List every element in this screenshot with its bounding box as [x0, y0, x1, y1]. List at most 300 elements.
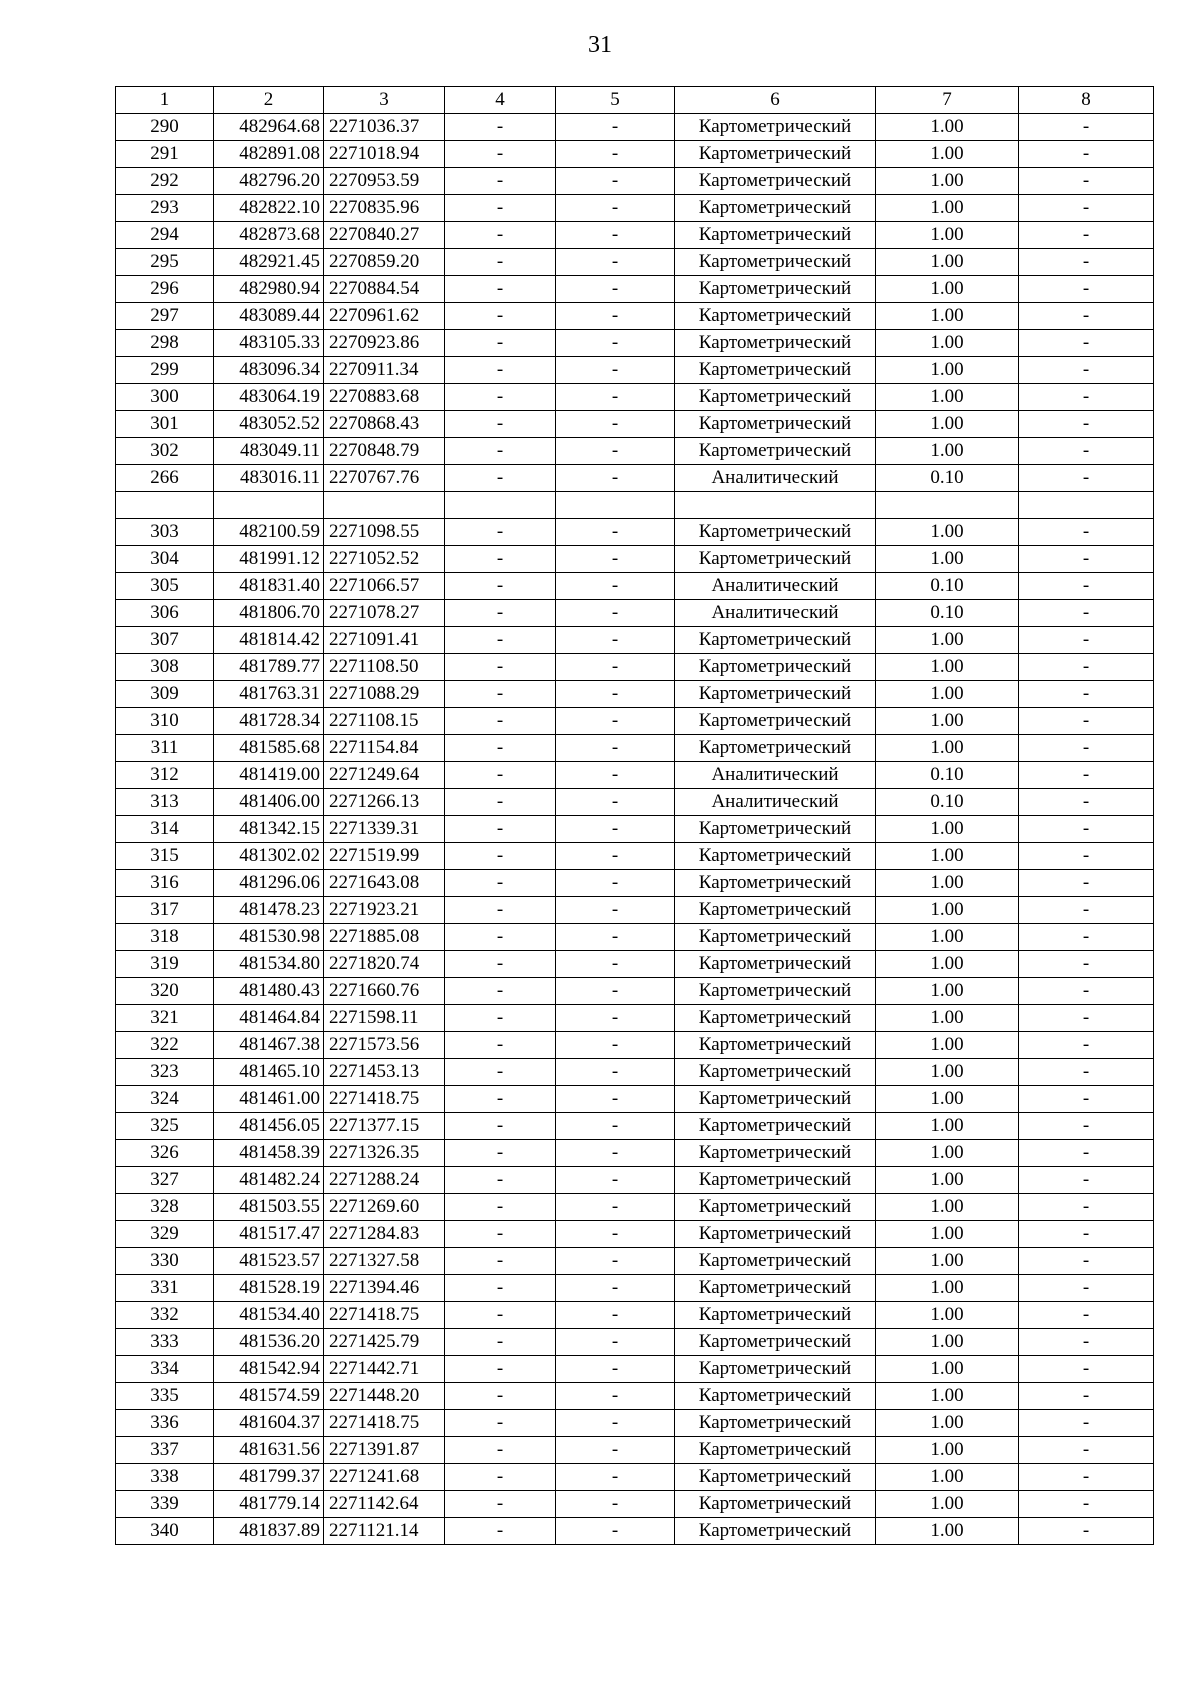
table-cell-col-4: - [445, 114, 556, 141]
table-cell-col-4: - [445, 816, 556, 843]
table-cell-col-4: - [445, 384, 556, 411]
table-cell-col-7: 0.10 [876, 573, 1019, 600]
table-cell-col-5: - [556, 1032, 675, 1059]
table-cell-col-5: - [556, 357, 675, 384]
table-cell-col-8: - [1019, 195, 1154, 222]
table-cell-col-8: - [1019, 1383, 1154, 1410]
table-cell-col-4: - [445, 195, 556, 222]
table-cell-col-3: 2271418.75 [324, 1410, 445, 1437]
table-cell-col-5: - [556, 1518, 675, 1545]
table-cell-col-2: 481534.40 [214, 1302, 324, 1329]
table-cell-col-3: 2270868.43 [324, 411, 445, 438]
table-cell-col-1: 331 [116, 1275, 214, 1302]
table-cell-col-1: 325 [116, 1113, 214, 1140]
table-cell-col-2: 481831.40 [214, 573, 324, 600]
column-header-8: 8 [1019, 87, 1154, 114]
table-cell-col-1: 319 [116, 951, 214, 978]
table-cell-col-2: 481585.68 [214, 735, 324, 762]
table-row [116, 492, 1154, 519]
table-cell-col-8: - [1019, 1356, 1154, 1383]
table-cell-col-2: 481574.59 [214, 1383, 324, 1410]
table-cell-col-7: 1.00 [876, 1140, 1019, 1167]
table-cell-col-4: - [445, 762, 556, 789]
table-cell-col-5: - [556, 951, 675, 978]
table-cell-col-1: 339 [116, 1491, 214, 1518]
table-cell-col-6 [675, 492, 876, 519]
table-row [116, 1329, 1154, 1356]
table-cell-col-6: Картометрический [675, 870, 876, 897]
table-cell-col-7: 1.00 [876, 870, 1019, 897]
table-row [116, 114, 1154, 141]
table-cell-col-5: - [556, 222, 675, 249]
table-cell-col-7 [876, 492, 1019, 519]
table-cell-col-7: 0.10 [876, 789, 1019, 816]
table-cell-col-3: 2271326.35 [324, 1140, 445, 1167]
table-cell-col-4: - [445, 1275, 556, 1302]
table-cell-col-3: 2271052.52 [324, 546, 445, 573]
table-row [116, 222, 1154, 249]
table-cell-col-5: - [556, 276, 675, 303]
table-cell-col-1: 266 [116, 465, 214, 492]
table-cell-col-5: - [556, 897, 675, 924]
table-cell-col-6: Картометрический [675, 141, 876, 168]
table-cell-col-6: Картометрический [675, 1491, 876, 1518]
table-cell-col-2: 481806.70 [214, 600, 324, 627]
table-row [116, 627, 1154, 654]
table-cell-col-4: - [445, 1032, 556, 1059]
table-cell-col-1: 334 [116, 1356, 214, 1383]
table-cell-col-7: 1.00 [876, 1194, 1019, 1221]
table-cell-col-8: - [1019, 681, 1154, 708]
table-row [116, 1032, 1154, 1059]
table-row [116, 465, 1154, 492]
table-cell-col-6: Аналитический [675, 762, 876, 789]
table-cell-col-5: - [556, 1140, 675, 1167]
table-cell-col-3: 2270840.27 [324, 222, 445, 249]
table-cell-col-6: Картометрический [675, 1437, 876, 1464]
table-cell-col-1: 291 [116, 141, 214, 168]
table-cell-col-6: Картометрический [675, 249, 876, 276]
table-row [116, 141, 1154, 168]
table-cell-col-8: - [1019, 600, 1154, 627]
table-cell-col-2: 482921.45 [214, 249, 324, 276]
table-row [116, 681, 1154, 708]
table-cell-col-5: - [556, 330, 675, 357]
table-cell-col-6: Аналитический [675, 789, 876, 816]
table-cell-col-2: 481464.84 [214, 1005, 324, 1032]
table-cell-col-3: 2271418.75 [324, 1302, 445, 1329]
table-cell-col-1: 316 [116, 870, 214, 897]
table-cell-col-3: 2271108.50 [324, 654, 445, 681]
table-cell-col-2: 481419.00 [214, 762, 324, 789]
table-cell-col-8: - [1019, 1086, 1154, 1113]
table-cell-col-2: 481296.06 [214, 870, 324, 897]
table-cell-col-8: - [1019, 141, 1154, 168]
table-cell-col-6: Картометрический [675, 1167, 876, 1194]
table-cell-col-5: - [556, 1167, 675, 1194]
table-cell-col-2: 483016.11 [214, 465, 324, 492]
table-cell-col-8: - [1019, 735, 1154, 762]
table-cell-col-1: 314 [116, 816, 214, 843]
table-cell-col-1: 306 [116, 600, 214, 627]
table-cell-col-3: 2270884.54 [324, 276, 445, 303]
table-cell-col-4: - [445, 1248, 556, 1275]
table-cell-col-1: 335 [116, 1383, 214, 1410]
table-cell-col-8: - [1019, 114, 1154, 141]
table-cell-col-5: - [556, 708, 675, 735]
table-cell-col-1: 302 [116, 438, 214, 465]
table-cell-col-4: - [445, 1518, 556, 1545]
table-cell-col-5: - [556, 573, 675, 600]
table-cell-col-7: 1.00 [876, 1113, 1019, 1140]
table-cell-col-7: 0.10 [876, 600, 1019, 627]
table-cell-col-3: 2271453.13 [324, 1059, 445, 1086]
table-cell-col-7: 1.00 [876, 1167, 1019, 1194]
table-cell-col-5: - [556, 843, 675, 870]
table-cell-col-8: - [1019, 384, 1154, 411]
table-cell-col-6: Картометрический [675, 1410, 876, 1437]
table-cell-col-3: 2271154.84 [324, 735, 445, 762]
table-cell-col-7: 1.00 [876, 1032, 1019, 1059]
table-cell-col-3 [324, 492, 445, 519]
table-cell-col-7: 1.00 [876, 1491, 1019, 1518]
table-cell-col-1: 336 [116, 1410, 214, 1437]
table-cell-col-8: - [1019, 465, 1154, 492]
table-cell-col-5: - [556, 627, 675, 654]
table-cell-col-3: 2271448.20 [324, 1383, 445, 1410]
table-cell-col-1: 337 [116, 1437, 214, 1464]
table-cell-col-3: 2271643.08 [324, 870, 445, 897]
column-header-4: 4 [445, 87, 556, 114]
table-cell-col-1: 332 [116, 1302, 214, 1329]
table-cell-col-6: Картометрический [675, 222, 876, 249]
table-row [116, 303, 1154, 330]
table-cell-col-1: 318 [116, 924, 214, 951]
table-row [116, 654, 1154, 681]
table-cell-col-8: - [1019, 249, 1154, 276]
table-row [116, 843, 1154, 870]
table-cell-col-5: - [556, 195, 675, 222]
table-cell-col-2: 481799.37 [214, 1464, 324, 1491]
table-cell-col-8: - [1019, 1005, 1154, 1032]
table-body [116, 114, 1154, 1545]
table-cell-col-3: 2271885.08 [324, 924, 445, 951]
table-row [116, 1383, 1154, 1410]
table-cell-col-6: Картометрический [675, 1032, 876, 1059]
table-row [116, 330, 1154, 357]
table-cell-col-4: - [445, 1437, 556, 1464]
table-cell-col-7: 1.00 [876, 951, 1019, 978]
table-cell-col-8: - [1019, 870, 1154, 897]
table-cell-col-4: - [445, 438, 556, 465]
table-cell-col-4: - [445, 411, 556, 438]
table-cell-col-1 [116, 492, 214, 519]
table-cell-col-8: - [1019, 519, 1154, 546]
table-row [116, 816, 1154, 843]
column-header-7: 7 [876, 87, 1019, 114]
table-row [116, 1518, 1154, 1545]
table-cell-col-6: Картометрический [675, 519, 876, 546]
table-cell-col-6: Картометрический [675, 816, 876, 843]
table-cell-col-1: 300 [116, 384, 214, 411]
table-cell-col-3: 2270923.86 [324, 330, 445, 357]
table-cell-col-7: 1.00 [876, 1437, 1019, 1464]
table-cell-col-3: 2271036.37 [324, 114, 445, 141]
table-cell-col-8: - [1019, 1059, 1154, 1086]
table-row [116, 870, 1154, 897]
table-cell-col-2: 481406.00 [214, 789, 324, 816]
table-cell-col-2: 483049.11 [214, 438, 324, 465]
table-cell-col-3: 2271284.83 [324, 1221, 445, 1248]
table-cell-col-6: Картометрический [675, 1221, 876, 1248]
table-cell-col-1: 304 [116, 546, 214, 573]
table-cell-col-4: - [445, 600, 556, 627]
table-cell-col-7: 1.00 [876, 816, 1019, 843]
table-row [116, 1005, 1154, 1032]
table-cell-col-1: 329 [116, 1221, 214, 1248]
table-cell-col-7: 1.00 [876, 1302, 1019, 1329]
table-cell-col-3: 2270883.68 [324, 384, 445, 411]
table-cell-col-4: - [445, 303, 556, 330]
table-cell-col-6: Картометрический [675, 708, 876, 735]
table-cell-col-6: Аналитический [675, 600, 876, 627]
coordinates-table [115, 86, 1154, 1545]
table-cell-col-6: Картометрический [675, 168, 876, 195]
table-cell-col-8: - [1019, 1140, 1154, 1167]
table-cell-col-6: Картометрический [675, 1005, 876, 1032]
table-cell-col-1: 327 [116, 1167, 214, 1194]
table-cell-col-2: 481789.77 [214, 654, 324, 681]
table-cell-col-2: 481517.47 [214, 1221, 324, 1248]
table-cell-col-4: - [445, 870, 556, 897]
table-cell-col-1: 311 [116, 735, 214, 762]
table-row [116, 762, 1154, 789]
table-cell-col-2: 481763.31 [214, 681, 324, 708]
table-cell-col-5: - [556, 1194, 675, 1221]
table-cell-col-1: 326 [116, 1140, 214, 1167]
table-cell-col-3: 2271418.75 [324, 1086, 445, 1113]
table-cell-col-7: 1.00 [876, 897, 1019, 924]
table-cell-col-4: - [445, 951, 556, 978]
table-cell-col-8: - [1019, 843, 1154, 870]
table-cell-col-1: 312 [116, 762, 214, 789]
table-cell-col-6: Картометрический [675, 1383, 876, 1410]
table-cell-col-3: 2271573.56 [324, 1032, 445, 1059]
table-cell-col-3: 2271339.31 [324, 816, 445, 843]
table-row [116, 1248, 1154, 1275]
table-cell-col-4 [445, 492, 556, 519]
table-row [116, 1302, 1154, 1329]
table-cell-col-3: 2271377.15 [324, 1113, 445, 1140]
table-cell-col-3: 2270848.79 [324, 438, 445, 465]
table-cell-col-6: Картометрический [675, 357, 876, 384]
table-row [116, 1167, 1154, 1194]
table-cell-col-3: 2271098.55 [324, 519, 445, 546]
table-cell-col-2: 481523.57 [214, 1248, 324, 1275]
table-cell-col-7: 0.10 [876, 465, 1019, 492]
table-cell-col-1: 298 [116, 330, 214, 357]
table-cell-col-4: - [445, 1167, 556, 1194]
table-cell-col-8: - [1019, 1032, 1154, 1059]
table-row [116, 357, 1154, 384]
table-row [116, 1140, 1154, 1167]
table-cell-col-1: 324 [116, 1086, 214, 1113]
table-cell-col-8: - [1019, 303, 1154, 330]
table-cell-col-6: Картометрический [675, 1302, 876, 1329]
table-cell-col-8: - [1019, 1518, 1154, 1545]
table-cell-col-8: - [1019, 978, 1154, 1005]
table-cell-col-5: - [556, 438, 675, 465]
table-cell-col-5: - [556, 762, 675, 789]
table-cell-col-3: 2271108.15 [324, 708, 445, 735]
table-cell-col-4: - [445, 843, 556, 870]
table-cell-col-2: 481478.23 [214, 897, 324, 924]
table-cell-col-8: - [1019, 654, 1154, 681]
table-cell-col-5: - [556, 465, 675, 492]
table-cell-col-3: 2271018.94 [324, 141, 445, 168]
table-cell-col-5: - [556, 411, 675, 438]
table-cell-col-7: 1.00 [876, 303, 1019, 330]
table-cell-col-2: 481534.80 [214, 951, 324, 978]
table-cell-col-4: - [445, 546, 556, 573]
table-cell-col-2: 481467.38 [214, 1032, 324, 1059]
table-cell-col-5: - [556, 303, 675, 330]
table-cell-col-5: - [556, 546, 675, 573]
table-cell-col-7: 1.00 [876, 114, 1019, 141]
column-header-3: 3 [324, 87, 445, 114]
table-cell-col-7: 1.00 [876, 654, 1019, 681]
table-cell-col-7: 1.00 [876, 708, 1019, 735]
table-cell-col-1: 290 [116, 114, 214, 141]
table-cell-col-7: 1.00 [876, 681, 1019, 708]
table-cell-col-5: - [556, 654, 675, 681]
table-cell-col-7: 0.10 [876, 762, 1019, 789]
table-cell-col-8: - [1019, 951, 1154, 978]
table-cell-col-2: 481342.15 [214, 816, 324, 843]
table-cell-col-8: - [1019, 1221, 1154, 1248]
table-cell-col-4: - [445, 465, 556, 492]
table-cell-col-3: 2271923.21 [324, 897, 445, 924]
table-cell-col-5: - [556, 141, 675, 168]
table-cell-col-8: - [1019, 1437, 1154, 1464]
table-cell-col-3: 2270953.59 [324, 168, 445, 195]
table-cell-col-6: Картометрический [675, 330, 876, 357]
table-cell-col-8: - [1019, 1275, 1154, 1302]
table-cell-col-5: - [556, 978, 675, 1005]
table-row [116, 897, 1154, 924]
table-cell-col-5: - [556, 1221, 675, 1248]
table-cell-col-7: 1.00 [876, 1410, 1019, 1437]
table-cell-col-6: Картометрический [675, 654, 876, 681]
table-cell-col-6: Картометрический [675, 1329, 876, 1356]
table-row [116, 1464, 1154, 1491]
table-cell-col-7: 1.00 [876, 384, 1019, 411]
table-row [116, 1356, 1154, 1383]
table-row [116, 789, 1154, 816]
table-cell-col-5: - [556, 519, 675, 546]
table-cell-col-3: 2271442.71 [324, 1356, 445, 1383]
table-cell-col-1: 309 [116, 681, 214, 708]
table-cell-col-5: - [556, 168, 675, 195]
table-cell-col-5: - [556, 1275, 675, 1302]
column-header-5: 5 [556, 87, 675, 114]
table-cell-col-5: - [556, 1491, 675, 1518]
table-cell-col-5: - [556, 600, 675, 627]
table-cell-col-4: - [445, 1113, 556, 1140]
table-row [116, 411, 1154, 438]
table-cell-col-5: - [556, 735, 675, 762]
table-row [116, 1275, 1154, 1302]
table-cell-col-8: - [1019, 546, 1154, 573]
table-row [116, 438, 1154, 465]
table-cell-col-4: - [445, 1356, 556, 1383]
table-cell-col-5: - [556, 1329, 675, 1356]
table-cell-col-5 [556, 492, 675, 519]
table-cell-col-5: - [556, 1410, 675, 1437]
table-cell-col-8: - [1019, 168, 1154, 195]
table-cell-col-3: 2271391.87 [324, 1437, 445, 1464]
column-header-6: 6 [675, 87, 876, 114]
table-cell-col-5: - [556, 114, 675, 141]
table-cell-col-6: Картометрический [675, 546, 876, 573]
table-cell-col-6: Картометрический [675, 924, 876, 951]
table-cell-col-2: 482796.20 [214, 168, 324, 195]
table-cell-col-4: - [445, 735, 556, 762]
table-cell-col-7: 1.00 [876, 546, 1019, 573]
table-cell-col-7: 1.00 [876, 141, 1019, 168]
table-cell-col-1: 292 [116, 168, 214, 195]
table-cell-col-4: - [445, 573, 556, 600]
table-cell-col-6: Картометрический [675, 195, 876, 222]
table-cell-col-8: - [1019, 357, 1154, 384]
table-cell-col-6: Картометрический [675, 978, 876, 1005]
table-cell-col-1: 299 [116, 357, 214, 384]
table-cell-col-7: 1.00 [876, 330, 1019, 357]
table-row [116, 1194, 1154, 1221]
table-cell-col-4: - [445, 654, 556, 681]
table-cell-col-5: - [556, 924, 675, 951]
table-cell-col-5: - [556, 1437, 675, 1464]
table-row [116, 168, 1154, 195]
table-row [116, 519, 1154, 546]
column-header-2: 2 [214, 87, 324, 114]
table-cell-col-6: Картометрический [675, 843, 876, 870]
table-cell-col-8: - [1019, 276, 1154, 303]
table-row [116, 924, 1154, 951]
table-cell-col-8: - [1019, 1491, 1154, 1518]
table-cell-col-1: 313 [116, 789, 214, 816]
table-cell-col-7: 1.00 [876, 1383, 1019, 1410]
table-cell-col-8: - [1019, 438, 1154, 465]
table-cell-col-2: 483105.33 [214, 330, 324, 357]
table-cell-col-7: 1.00 [876, 924, 1019, 951]
table-cell-col-7: 1.00 [876, 276, 1019, 303]
table-cell-col-8 [1019, 492, 1154, 519]
table-cell-col-6: Картометрический [675, 681, 876, 708]
table-cell-col-7: 1.00 [876, 1059, 1019, 1086]
table-cell-col-7: 1.00 [876, 1518, 1019, 1545]
table-cell-col-1: 310 [116, 708, 214, 735]
table-cell-col-1: 315 [116, 843, 214, 870]
table-cell-col-1: 293 [116, 195, 214, 222]
table-cell-col-4: - [445, 924, 556, 951]
table-cell-col-8: - [1019, 573, 1154, 600]
table-cell-col-2: 483052.52 [214, 411, 324, 438]
table-cell-col-4: - [445, 1140, 556, 1167]
table-row [116, 1491, 1154, 1518]
table-cell-col-2: 481728.34 [214, 708, 324, 735]
table-cell-col-3: 2271660.76 [324, 978, 445, 1005]
